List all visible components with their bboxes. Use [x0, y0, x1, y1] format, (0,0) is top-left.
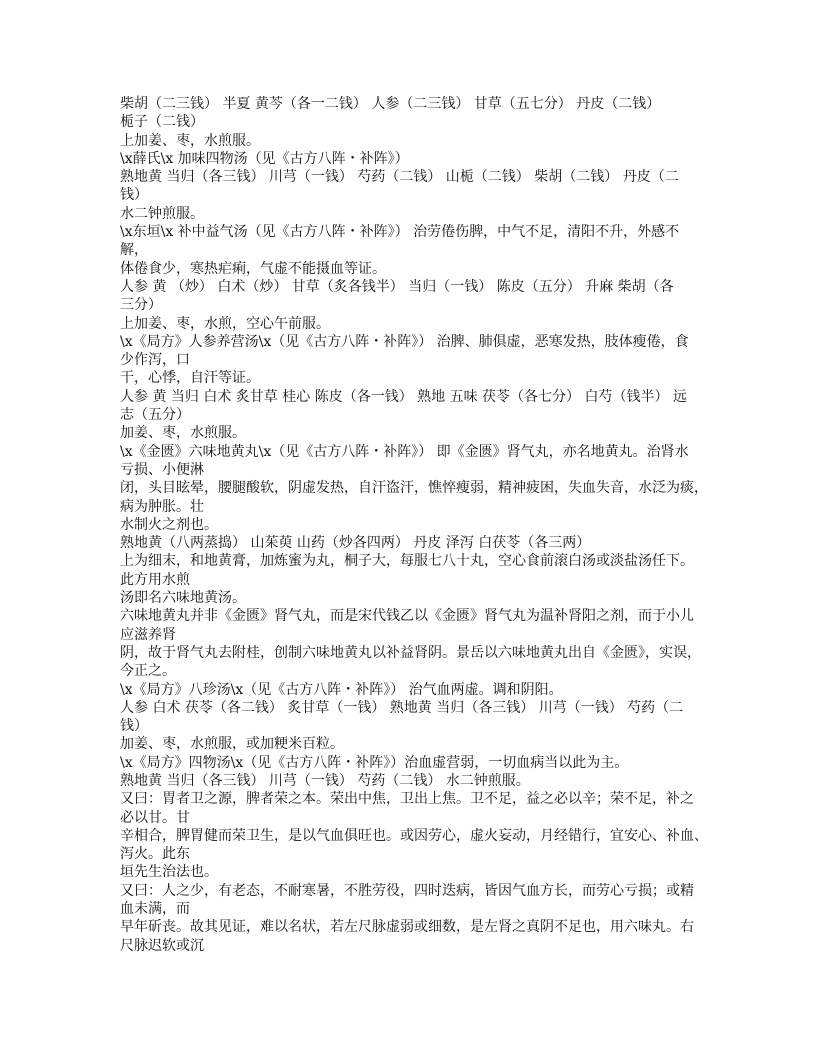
text-line: 熟地黄（八两蒸捣） 山茱萸 山药（炒各四两） 丹皮 泽泻 白茯苓（各三两） — [120, 535, 591, 552]
text-line: 上加姜、枣，水煎，空心午前服。 — [120, 315, 330, 332]
text-line: 解， — [120, 242, 148, 259]
text-line: 人参 黄 当归 白术 炙甘草 桂心 陈皮（各一钱） 熟地 五味 茯苓（各七分） 白芍（钱半） 远 — [120, 388, 687, 405]
text-line: 钱） — [120, 187, 148, 204]
text-line: \x薛氏\x 加味四物汤（见《古方八阵・补阵》） — [120, 150, 409, 167]
text-line: \x东垣\x 补中益气汤（见《古方八阵・补阵》） 治劳倦伤脾，中气不足，清阳不升，外感不 — [120, 224, 680, 241]
text-line: 体倦食少，寒热疟痢，气虚不能摄血等证。 — [120, 260, 386, 277]
text-line: 加姜、枣，水煎服，或加粳米百粒。 — [120, 736, 344, 753]
text-line: 三分） — [120, 297, 162, 314]
text-line: 早年斫丧。故其见证，难以名状，若左尺脉虚弱或细数，是左肾之真阴不足也，用六味丸。右 — [120, 919, 694, 936]
text-line: 必以甘。甘 — [120, 809, 190, 826]
text-line: 闭，头目眩晕，腰腿酸软，阴虚发热，自汗盗汗，憔悴瘦弱，精神疲困，失血失音，水泛为痰， — [120, 480, 708, 497]
text-line: 今正之。 — [120, 663, 176, 680]
text-line: 熟地黄 当归（各三钱） 川芎（一钱） 芍药（二钱） 水二钟煎服。 — [120, 772, 530, 789]
text-line: 又曰：人之少，有老态，不耐寒暑，不胜劳役，四时迭病，皆因气血方长，而劳心亏损；或精 — [120, 882, 694, 899]
text-line: 水二钟煎服。 — [120, 205, 204, 222]
text-line: 阴，故于肾气丸去附桂，创制六味地黄丸以补益肾阴。景岳以六味地黄丸出自《金匮》，实误， — [120, 644, 701, 661]
text-line: 加姜、枣，水煎服。 — [120, 425, 246, 442]
text-line: 汤即名六味地黄汤。 — [120, 590, 246, 607]
text-line: 柴胡（二三钱） 半夏 黄芩（各一二钱） 人参（二三钱） 甘草（五七分） 丹皮（二钱） — [120, 96, 661, 112]
text-line: 尺脉迟软或沉 — [120, 937, 204, 954]
text-line: 此方用水煎 — [120, 571, 190, 588]
text-line: 上加姜、枣，水煎服。 — [120, 132, 260, 149]
text-line: 病为肿胀。壮 — [120, 498, 204, 515]
text-line: 栀子（二钱） — [120, 114, 204, 131]
text-line: \x《局方》四物汤\x（见《古方八阵・补阵》）治血虚营弱，一切血病当以此为主。 — [120, 754, 629, 771]
text-line: 志（五分） — [120, 407, 190, 424]
text-line: \x《局方》八珍汤\x（见《古方八阵・补阵》） 治气血两虚。调和阴阳。 — [120, 681, 563, 698]
text-line: 少作泻，口 — [120, 352, 190, 369]
text-line: \x《局方》人参养营汤\x（见《古方八阵・补阵》） 治脾、肺俱虚，恶寒发热，肢体瘦倦，食 — [120, 333, 689, 350]
text-line: 六味地黄丸并非《金匮》肾气丸，而是宋代钱乙以《金匮》肾气丸为温补肾阳之剂，而于小儿 — [120, 608, 694, 625]
text-line: 水制火之剂也。 — [120, 516, 218, 533]
text-line: 血未满，而 — [120, 901, 190, 918]
text-line: 上为细末，和地黄膏，加炼蜜为丸，桐子大，每服七八十丸，空心食前滚白汤或淡盐汤任下。 — [120, 553, 694, 570]
text-line: 又曰：胃者卫之源，脾者荣之本。荣出中焦，卫出上焦。卫不足，益之必以辛；荣不足，补之 — [120, 791, 694, 808]
text-line: 泻火。此东 — [120, 846, 190, 863]
text-line: 应滋养肾 — [120, 626, 176, 643]
text-line: 辛相合，脾胃健而荣卫生，是以气血俱旺也。或因劳心，虚火妄动，月经错行，宜安心、补血、 — [120, 827, 708, 844]
text-line: 钱） — [120, 718, 148, 735]
text-line: 人参 白术 茯苓（各二钱） 炙甘草（一钱） 熟地黄 当归（各三钱） 川芎（一钱） 芍药（二 — [120, 699, 684, 716]
text-line: \x《金匮》六味地黄丸\x（见《古方八阵・补阵》） 即《金匮》肾气丸，亦名地黄丸。治肾水 — [120, 443, 689, 460]
text-line: 干，心悸，自汗等证。 — [120, 370, 260, 387]
text-line: 人参 黄 （炒） 白术（炒） 甘草（炙各钱半） 当归（一钱） 陈皮（五分） 升麻 柴胡（各 — [120, 278, 674, 295]
text-line: 亏损、小便淋 — [120, 461, 204, 478]
document-page — [120, 95, 720, 955]
text-line: 熟地黄 当归（各三钱） 川芎（一钱） 芍药（二钱） 山栀（二钱） 柴胡（二钱） 丹皮（二 — [120, 169, 679, 186]
text-line: 垣先生治法也。 — [120, 864, 218, 881]
